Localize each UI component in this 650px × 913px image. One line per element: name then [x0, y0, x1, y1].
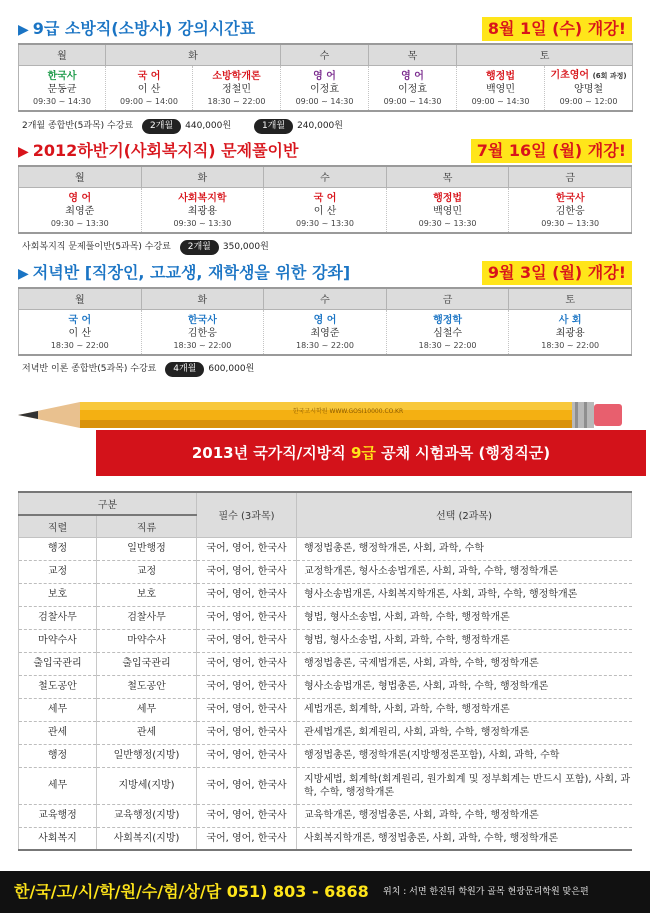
- section2-open-date: 7월 16일 (월) 개강!: [471, 139, 632, 163]
- table-row: 출입국관리 출입국관리 국어, 영어, 한국사 행정법총론, 국제법개론, 사회, 과학, 수학, 행정학개론: [19, 652, 632, 675]
- day-header: 화: [141, 166, 264, 187]
- class-cell: 국 어 이 산 09:30 ~ 13:30: [264, 187, 387, 233]
- class-cell: 사 회 최광용 18:30 ~ 22:00: [509, 309, 632, 355]
- day-header: 목: [386, 166, 509, 187]
- class-cell: 소방학개론 정철민 18:30 ~ 22:00: [193, 65, 281, 111]
- day-header: 화: [141, 288, 264, 309]
- table-row: 마약수사 마약수사 국어, 영어, 한국사 형법, 형사소송법, 사회, 과학, 수학, 행정학개론: [19, 629, 632, 652]
- table-row: 보호 보호 국어, 영어, 한국사 형사소송법개론, 사회복지학개론, 사회, 과학, 수학, 행정학개론: [19, 583, 632, 606]
- footer: [0, 871, 650, 913]
- play-triangle-icon: ▶: [18, 22, 29, 38]
- table-row: 행정 일반행정(지방) 국어, 영어, 한국사 행정법총론, 행정학개론(지방행정론포함), 사회, 과학, 수학: [19, 744, 632, 767]
- play-triangle-icon: ▶: [18, 266, 29, 282]
- period-pill: 1개월: [254, 119, 293, 134]
- table-row: 교육행정 교육행정(지방) 국어, 영어, 한국사 교육학개론, 행정법총론, 사회, 과학, 수학, 행정학개론: [19, 804, 632, 827]
- day-header: 월: [19, 44, 106, 65]
- class-cell: 영 어 최영준 09:30 ~ 13:30: [19, 187, 142, 233]
- class-cell: 행정법 백영민 09:30 ~ 13:30: [386, 187, 509, 233]
- class-cell: 한국사 김한응 18:30 ~ 22:00: [141, 309, 264, 355]
- day-header: 월: [19, 166, 142, 187]
- banner-ribbon: [96, 430, 646, 476]
- day-header: 수: [281, 44, 369, 65]
- section3-title: ▶ 저녁반 [직장인, 고교생, 재학생을 위한 강좌]: [18, 263, 351, 282]
- play-triangle-icon: ▶: [18, 144, 29, 160]
- pencil-icon: [18, 398, 648, 428]
- header-kind: 직류: [97, 515, 197, 537]
- pencil-banner: [18, 398, 648, 490]
- section1-open-date: 8월 1일 (수) 개강!: [482, 17, 632, 41]
- class-cell: 행정법 백영민 09:00 ~ 14:30: [457, 65, 545, 111]
- period-pill: 2개월: [180, 240, 219, 255]
- day-header: 목: [369, 44, 457, 65]
- day-header: 금: [386, 288, 509, 309]
- class-cell: 사회복지학 최광용 09:30 ~ 13:30: [141, 187, 264, 233]
- class-cell: 국 어 이 산 09:00 ~ 14:00: [106, 65, 193, 111]
- section3-open-date: 9월 3일 (월) 개강!: [482, 261, 632, 285]
- day-header: 화: [106, 44, 281, 65]
- table-row: 행정 일반행정 국어, 영어, 한국사 행정법총론, 행정학개론, 사회, 과학, 수학: [19, 537, 632, 560]
- period-pill: 4개월: [165, 362, 204, 377]
- class-cell: 기초영어 (6회 과정) 양명철 09:00 ~ 12:00: [545, 65, 633, 111]
- header-required: 필수 (3과목): [197, 492, 297, 537]
- section2-title: ▶ 2012하반기(사회복지직) 문제풀이반: [18, 141, 299, 160]
- section2-schedule-table: [18, 165, 632, 234]
- header-group: 구분: [19, 492, 197, 515]
- section2-header: [18, 138, 632, 164]
- class-cell: 국 어 이 산 18:30 ~ 22:00: [19, 309, 142, 355]
- banner-title: 2013년 국가직/지방직 9급 공채 시험과목 (행정직군): [191, 444, 551, 462]
- section3-fee: 저녁반 이론 종합반(5과목) 수강료 4개월 600,000원: [22, 361, 268, 377]
- contact-phone: 한/국/고/시/학/원/수/험/상/담 051) 803 - 6868: [14, 882, 369, 901]
- section3-schedule-table: [18, 287, 632, 356]
- day-header: 월: [19, 288, 142, 309]
- section2-fee: 사회복지직 문제풀이반(5과목) 수강료 2개월 350,000원: [22, 239, 283, 255]
- period-pill: 2개월: [142, 119, 181, 134]
- header-elective: 선택 (2과목): [297, 492, 632, 537]
- section1-header: [18, 16, 632, 42]
- table-row: 철도공안 철도공안 국어, 영어, 한국사 형사소송법개론, 형법총론, 사회, 과학, 수학, 행정학개론: [19, 675, 632, 698]
- section1-schedule-table: [18, 43, 633, 112]
- table-row: 세무 지방세(지방) 국어, 영어, 한국사 지방세법, 회계학(회계원리, 원가회계 및 정부회계는 반드시 포함), 사회, 과학, 수학, 행정학개론: [19, 767, 632, 804]
- table-row: 세무 세무 국어, 영어, 한국사 세법개론, 회계학, 사회, 과학, 수학, 행정학개론: [19, 698, 632, 721]
- class-cell: 한국사 문동균 09:30 ~ 14:30: [19, 65, 106, 111]
- class-cell: 행정학 심철수 18:30 ~ 22:00: [386, 309, 509, 355]
- exam-subjects-table: [18, 491, 632, 851]
- class-cell: 영 어 최영준 18:30 ~ 22:00: [264, 309, 387, 355]
- section1-title: ▶ 9급 소방직(소방사) 강의시간표: [18, 19, 256, 38]
- class-cell: 한국사 김한응 09:30 ~ 13:30: [509, 187, 632, 233]
- day-header: 토: [509, 288, 632, 309]
- section1-fee: 2개월 종합반(5과목) 수강료 2개월 440,000원 1개월 240,000원: [22, 118, 357, 134]
- day-header: 토: [457, 44, 633, 65]
- table-row: 관세 관세 국어, 영어, 한국사 관세법개론, 회계원리, 사회, 과학, 수학, 행정학개론: [19, 721, 632, 744]
- table-row: 교정 교정 국어, 영어, 한국사 교정학개론, 형사소송법개론, 사회, 과학, 수학, 행정학개론: [19, 560, 632, 583]
- table-row: 검찰사무 검찰사무 국어, 영어, 한국사 형법, 형사소송법, 사회, 과학, 수학, 행정학개론: [19, 606, 632, 629]
- class-cell: 영 어 이정효 09:00 ~ 14:30: [281, 65, 369, 111]
- class-cell: 영 어 이정효 09:00 ~ 14:30: [369, 65, 457, 111]
- location-text: 위치 : 서면 한진뒤 학원가 골목 현광문리학원 맞은편: [383, 887, 589, 897]
- header-rank: 직렬: [19, 515, 97, 537]
- table-row: 사회복지 사회복지(지방) 국어, 영어, 한국사 사회복지학개론, 행정법총론, 사회, 과학, 수학, 행정학개론: [19, 827, 632, 850]
- day-header: 수: [264, 288, 387, 309]
- day-header: 수: [264, 166, 387, 187]
- pencil-text: 한국고시학원 WWW.GOSI10000.CO.KR: [292, 408, 404, 415]
- section3-header: [18, 260, 632, 286]
- day-header: 금: [509, 166, 632, 187]
